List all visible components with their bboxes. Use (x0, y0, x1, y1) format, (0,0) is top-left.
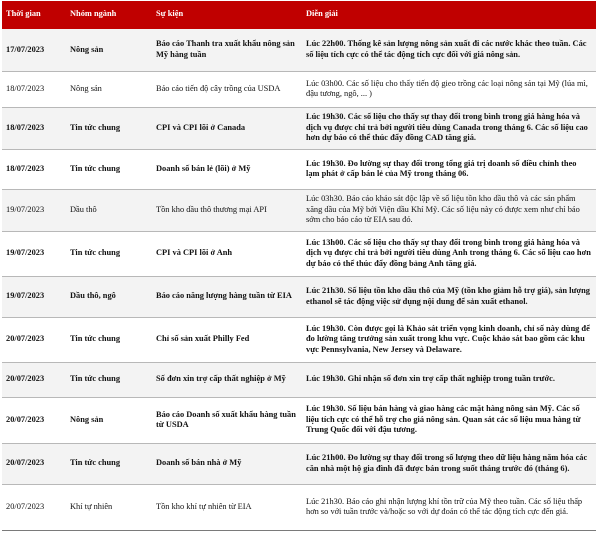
cell-sector: Tin tức chung (70, 458, 121, 468)
cell-event: Doanh số bán nhà ở Mỹ (156, 458, 242, 468)
table-row (2, 362, 596, 397)
cell-description: Lúc 21h00. Đo lường sự thay đổi trong số lượng theo dữ liệu hàng năm hóa các căn nhà một hộ gia đình đã được bán trong suốt tháng trước đó (tháng 6). (306, 453, 588, 473)
cell-date: 19/07/2023 (6, 291, 45, 301)
table-row (2, 276, 596, 317)
calendar-table-wrapper (2, 1, 596, 531)
cell-event: Báo cáo năng lượng hàng tuần từ EIA (156, 291, 292, 301)
cell-sector: Nông sản (70, 44, 104, 54)
cell-description: Lúc 21h30. Số liệu tồn kho dầu thô của Mỹ (tồn kho giảm hỗ trợ giá), sản lượng ethanol sẽ tác động việc sử dụng nội dung để sản xuất ethanol. (306, 286, 590, 306)
cell-description: Lúc 19h30. Còn được gọi là Khảo sát triển vọng kinh doanh, chỉ số này dùng để đo lường tăng trưởng sản xuất trong khu vực. Cuộc khảo sát bao gồm các khu vực Pennsylvania, New Jersey và Delaware. (306, 323, 590, 354)
cell-description: Lúc 19h30. Các số liệu cho thấy sự thay đổi trong bình trong giá hàng hóa và dịch vụ được chi trả bởi người tiêu dùng Canada trong tháng 6. Các số liệu cao hơn dự báo có thể thúc đẩy đồng CAD tăng giá. (306, 112, 588, 143)
cell-sector: Dầu thô (70, 204, 97, 214)
table-body (2, 29, 596, 530)
cell-event: Báo cáo Doanh số xuất khẩu hàng tuần từ USDA (156, 409, 296, 429)
cell-description: Lúc 03h00. Các số liệu cho thấy tiến độ gieo trồng các loại nông sản tại Mỹ (lúa mì, đậu tương, ngô, ... ) (306, 78, 588, 98)
header-date: Thời gian (2, 1, 66, 29)
cell-event: Tồn kho dầu thô thương mại API (156, 204, 267, 214)
header-sector: Nhóm ngành (66, 1, 152, 29)
cell-sector: Tin tức chung (70, 122, 121, 132)
cell-description: Lúc 13h00. Các số liệu cho thấy sự thay đổi trong bình trong giá hàng hóa và dịch vụ được chi trả bởi người tiêu dùng Anh trong tháng 6. Các số liệu cao hơn dự báo có thể thúc đẩy đồng bảng Anh tăng giá. (306, 237, 591, 268)
table-row (2, 397, 596, 443)
cell-event: Chỉ số sản xuất Philly Fed (156, 334, 250, 344)
cell-description: Lúc 22h00. Thống kê sản lượng nông sản xuất đi các nước khác theo tuần. Các số liệu tích cực có thể tác động tích cực đối với giá nông sản. (306, 39, 587, 59)
cell-date: 20/07/2023 (6, 414, 45, 424)
cell-sector: Tin tức chung (70, 163, 121, 173)
cell-event: CPI và CPI lõi ở Anh (156, 248, 233, 258)
cell-date: 19/07/2023 (6, 204, 45, 214)
cell-date: 18/07/2023 (6, 163, 45, 173)
cell-date: 17/07/2023 (6, 44, 45, 54)
cell-sector: Dầu thô, ngô (70, 291, 116, 301)
table-row (2, 29, 596, 71)
table-row (2, 149, 596, 189)
cell-date: 18/07/2023 (6, 122, 45, 132)
cell-sector: Nông sản (70, 414, 104, 424)
cell-description: Lúc 19h30. Số liệu bán hàng và giao hàng các mặt hàng nông sản Mỹ. Các số liệu tích cực có thể hỗ trợ cho giá nông sản. Quan sát các số liệu mua hàng từ Trung Quốc đối với đậu tương. (306, 404, 581, 435)
table-row (2, 189, 596, 231)
table-row (2, 107, 596, 149)
economic-calendar-table (2, 1, 596, 531)
table-row (2, 443, 596, 484)
cell-description: Lúc 19h30. Đo lường sự thay đổi trong tổng giá trị doanh số điều chỉnh theo lạm phát ở cấp bán lẻ của Mỹ trong tháng 06. (306, 158, 577, 178)
table-row (2, 317, 596, 362)
cell-event: Doanh số bán lẻ (lõi) ở Mỹ (156, 163, 251, 173)
table-row (2, 484, 596, 530)
cell-date: 18/07/2023 (6, 83, 45, 93)
cell-event: Số đơn xin trợ cấp thất nghiệp ở Mỹ (156, 374, 286, 384)
table-row (2, 231, 596, 276)
cell-event: Tồn kho khí tự nhiên từ EIA (156, 501, 252, 511)
cell-sector: Tin tức chung (70, 248, 121, 258)
header-event: Sự kiện (152, 1, 302, 29)
cell-sector: Khí tự nhiên (70, 501, 113, 511)
header-description: Diễn giải (302, 1, 596, 29)
cell-date: 20/07/2023 (6, 334, 45, 344)
cell-event: Báo cáo Thanh tra xuất khẩu nông sản Mỹ hàng tuần (156, 39, 295, 59)
table-row (2, 71, 596, 107)
cell-sector: Tin tức chung (70, 374, 121, 384)
cell-sector: Tin tức chung (70, 334, 121, 344)
cell-event: CPI và CPI lõi ở Canada (156, 122, 246, 132)
cell-date: 20/07/2023 (6, 501, 45, 511)
cell-date: 19/07/2023 (6, 248, 45, 258)
cell-event: Báo cáo tiến độ cây trồng của USDA (156, 83, 281, 93)
cell-date: 20/07/2023 (6, 458, 45, 468)
cell-description: Lúc 19h30. Ghi nhận số đơn xin trợ cấp thất nghiệp trong tuần trước. (306, 374, 555, 384)
cell-description: Lúc 21h30. Báo cáo ghi nhận lượng khí tồn trữ của Mỹ theo tuần. Các số liệu thấp hơn so với tuần trước và/hoặc so với dự đoán có thể tác động tích cực đến giá. (306, 496, 583, 516)
header-row (2, 1, 596, 29)
cell-description: Lúc 03h30. Báo cáo khảo sát độc lập về số liệu tồn kho dầu thô và các sản phẩm xăng dầu của Mỹ bởi Viện dầu Khí Mỹ. Các số liệu này có được xem như chỉ báo sớm cho báo cáo từ EIA sau đó. (306, 194, 580, 225)
cell-date: 20/07/2023 (6, 374, 45, 384)
table-header (2, 1, 596, 29)
cell-sector: Nông sản (70, 83, 102, 93)
